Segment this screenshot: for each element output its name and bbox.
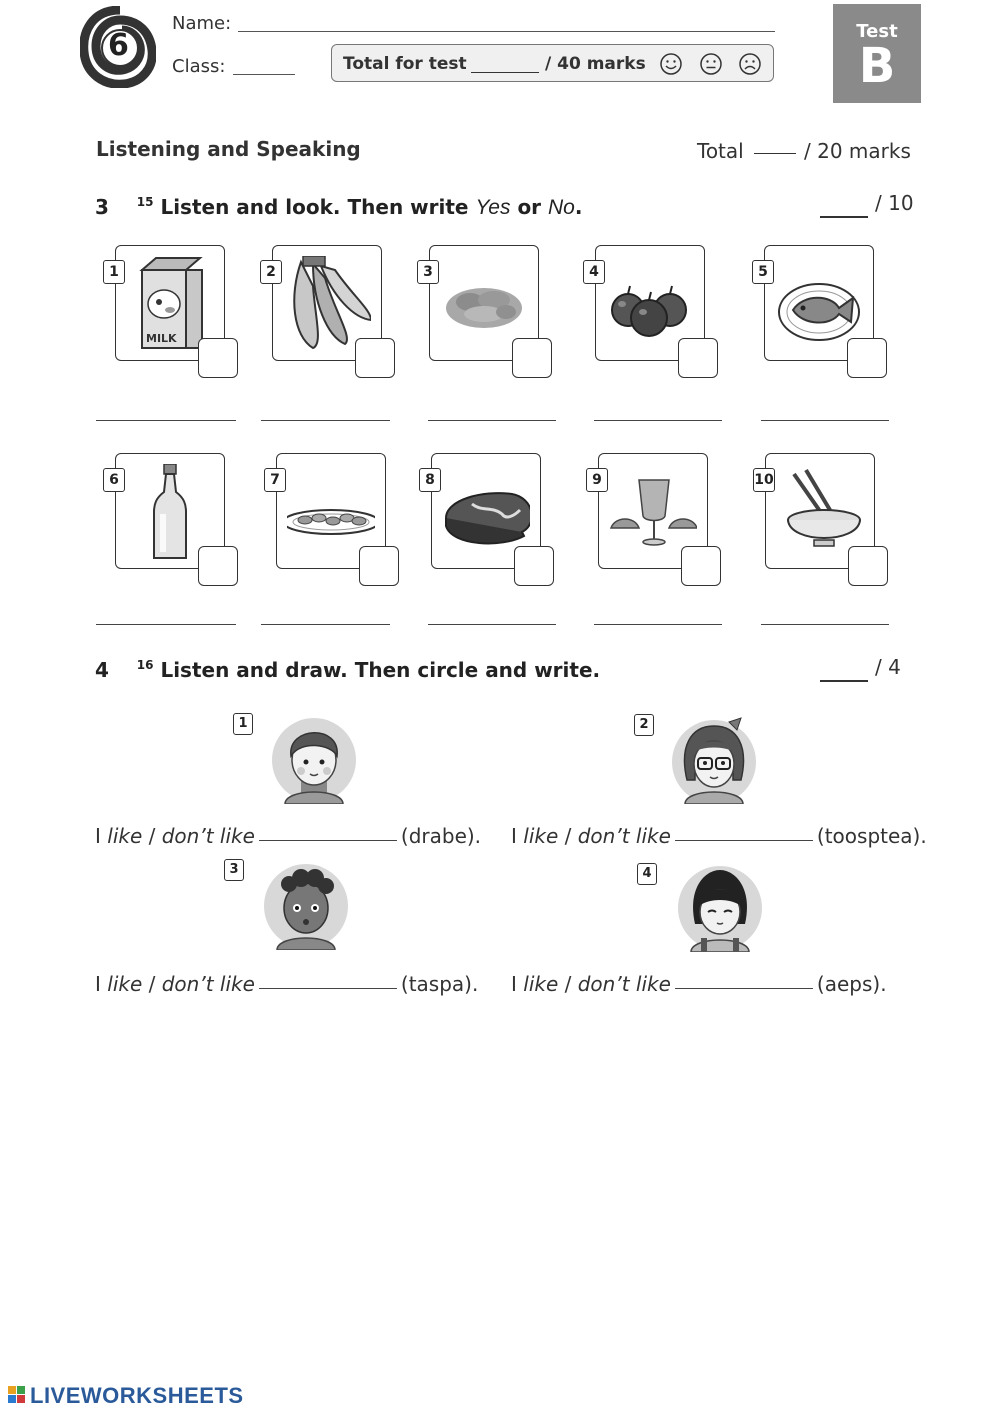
write-line-9[interactable] bbox=[594, 624, 722, 625]
unit-number: 6 bbox=[108, 28, 129, 63]
milk-label: MILK bbox=[146, 332, 177, 345]
like-option[interactable]: like bbox=[523, 824, 559, 848]
sentence-prefix: I bbox=[95, 972, 101, 996]
total-for-test-box bbox=[331, 44, 774, 82]
answer-blank-4[interactable] bbox=[675, 988, 813, 989]
girl-glasses-face-icon bbox=[671, 716, 757, 804]
answer-box-8[interactable] bbox=[514, 546, 554, 586]
exercise-3-heading bbox=[95, 195, 582, 220]
exercise-4-score: / 4 bbox=[875, 655, 901, 679]
exercise-4-heading bbox=[95, 658, 600, 682]
write-line-1[interactable] bbox=[96, 420, 236, 421]
answer-box-2[interactable] bbox=[355, 338, 395, 378]
exercise-4-track: 16 bbox=[136, 658, 154, 672]
exercise-3-number: 3 bbox=[95, 195, 109, 219]
total-for-test-label: Total for test bbox=[343, 54, 467, 74]
write-line-6[interactable] bbox=[96, 624, 236, 625]
exercise-4-instruction: Listen and draw. Then circle and write. bbox=[160, 658, 601, 682]
picture-card-1 bbox=[109, 245, 225, 361]
write-line-8[interactable] bbox=[428, 624, 556, 625]
picture-card-2 bbox=[266, 245, 382, 361]
sentence-prefix: I bbox=[95, 824, 101, 848]
answer-box-5[interactable] bbox=[847, 338, 887, 378]
girl-bangs-face-icon bbox=[677, 864, 763, 952]
exercise-3-no: No bbox=[548, 196, 575, 219]
option-separator: / bbox=[148, 824, 156, 848]
exercise-3-or: or bbox=[517, 195, 542, 219]
write-line-10[interactable] bbox=[761, 624, 889, 625]
exercise-3-period: . bbox=[574, 195, 583, 219]
liveworksheets-brand: LIVEWORKSHEETS bbox=[30, 1383, 244, 1408]
option-separator: / bbox=[564, 824, 572, 848]
liveworksheets-blocks-icon bbox=[8, 1386, 26, 1404]
answer-blank-2[interactable] bbox=[675, 840, 813, 841]
sentence-1 bbox=[95, 824, 481, 848]
anagram-hint: (taspa). bbox=[400, 972, 479, 996]
like-option[interactable]: like bbox=[107, 824, 143, 848]
happy-face-icon[interactable] bbox=[660, 53, 682, 75]
card-number: 1 bbox=[103, 260, 125, 284]
card-number: 2 bbox=[260, 260, 282, 284]
sentence-prefix: I bbox=[511, 972, 517, 996]
unit-badge bbox=[80, 6, 156, 88]
like-option[interactable]: like bbox=[523, 972, 559, 996]
sentence-prefix: I bbox=[511, 824, 517, 848]
sad-face-icon[interactable] bbox=[739, 53, 761, 75]
card-number: 8 bbox=[419, 468, 441, 492]
card-number: 3 bbox=[417, 260, 439, 284]
answer-box-1[interactable] bbox=[198, 338, 238, 378]
face-number-2: 2 bbox=[634, 714, 654, 736]
card-number: 4 bbox=[583, 260, 605, 284]
dont-like-option[interactable]: don’t like bbox=[577, 972, 671, 996]
exercise-4-number: 4 bbox=[95, 658, 109, 682]
anagram-hint: (toosptea). bbox=[816, 824, 927, 848]
like-option[interactable]: like bbox=[107, 972, 143, 996]
section-title: Listening and Speaking bbox=[96, 137, 361, 161]
face-number-4: 4 bbox=[637, 863, 657, 885]
picture-card-4 bbox=[589, 245, 705, 361]
answer-blank-1[interactable] bbox=[259, 840, 397, 841]
exercise-3-instruction: Listen and look. Then write bbox=[160, 195, 469, 219]
card-number: 9 bbox=[586, 468, 608, 492]
answer-box-6[interactable] bbox=[198, 546, 238, 586]
boy-face-icon bbox=[271, 716, 357, 804]
test-badge bbox=[833, 4, 921, 103]
dont-like-option[interactable]: don’t like bbox=[161, 972, 255, 996]
answer-box-3[interactable] bbox=[512, 338, 552, 378]
picture-card-10 bbox=[754, 453, 875, 569]
exercise-3-track: 15 bbox=[136, 195, 154, 209]
face-number-1: 1 bbox=[233, 713, 253, 735]
answer-blank-3[interactable] bbox=[259, 988, 397, 989]
answer-box-9[interactable] bbox=[681, 546, 721, 586]
write-line-3[interactable] bbox=[428, 420, 556, 421]
dont-like-option[interactable]: don’t like bbox=[161, 824, 255, 848]
picture-card-9 bbox=[592, 453, 708, 569]
write-line-5[interactable] bbox=[761, 420, 889, 421]
picture-card-6 bbox=[109, 453, 225, 569]
class-input-line[interactable] bbox=[233, 74, 295, 75]
anagram-hint: (aeps). bbox=[816, 972, 887, 996]
answer-box-7[interactable] bbox=[359, 546, 399, 586]
exercise-3-score-line[interactable] bbox=[820, 216, 868, 218]
sentence-4 bbox=[511, 972, 887, 996]
neutral-face-icon[interactable] bbox=[700, 53, 722, 75]
card-number: 7 bbox=[264, 468, 286, 492]
sentence-2 bbox=[511, 824, 927, 848]
exercise-3-score: / 10 bbox=[875, 191, 914, 215]
exercise-4-score-line[interactable] bbox=[820, 680, 868, 682]
card-number: 5 bbox=[752, 260, 774, 284]
face-number-3: 3 bbox=[224, 859, 244, 881]
answer-box-10[interactable] bbox=[848, 546, 888, 586]
picture-card-7 bbox=[270, 453, 386, 569]
total-for-test-line[interactable] bbox=[471, 72, 539, 73]
boy-curly-face-icon bbox=[263, 862, 349, 950]
picture-card-8 bbox=[425, 453, 541, 569]
write-line-7[interactable] bbox=[261, 624, 390, 625]
anagram-hint: (drabe). bbox=[400, 824, 482, 848]
card-number: 6 bbox=[103, 468, 125, 492]
section-total-marks: / 20 marks bbox=[804, 139, 911, 163]
option-separator: / bbox=[148, 972, 156, 996]
card-number: 10 bbox=[753, 468, 775, 492]
section-total-label: Total bbox=[697, 139, 744, 163]
sentence-3 bbox=[95, 972, 478, 996]
write-line-2[interactable] bbox=[261, 420, 390, 421]
picture-card-5 bbox=[758, 245, 874, 361]
section-total-line[interactable] bbox=[754, 153, 796, 154]
total-for-test-marks: / 40 marks bbox=[545, 54, 646, 74]
picture-card-3 bbox=[423, 245, 539, 361]
test-letter: B bbox=[858, 38, 896, 94]
class-label: Class: bbox=[172, 56, 226, 77]
write-line-4[interactable] bbox=[594, 420, 722, 421]
answer-box-4[interactable] bbox=[678, 338, 718, 378]
name-label: Name: bbox=[172, 13, 232, 34]
exercise-3-yes: Yes bbox=[475, 196, 511, 219]
test-word: Test bbox=[856, 21, 898, 42]
name-input-line[interactable] bbox=[238, 31, 775, 32]
option-separator: / bbox=[564, 972, 572, 996]
dont-like-option[interactable]: don’t like bbox=[577, 824, 671, 848]
